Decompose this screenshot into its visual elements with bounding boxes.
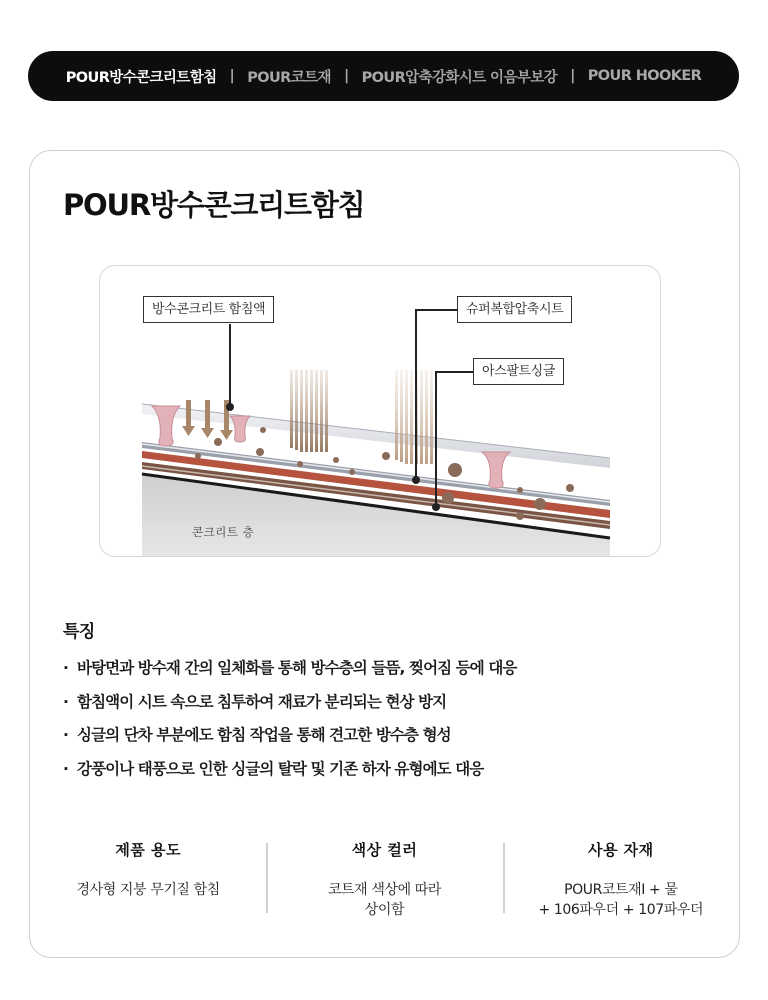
tab-pour-waterproof-concrete[interactable]: POUR방수콘크리트함침 [65, 69, 217, 86]
spec-usage [30, 837, 266, 921]
features-list [63, 656, 517, 790]
spec-value: 경사형 지붕 무기질 함침 [76, 882, 220, 898]
callout-asphalt-shingle: 아스팔트싱글 [473, 358, 564, 385]
spec-value: 코트재 색상에 따라 상이함 [327, 882, 442, 918]
tab-pour-hooker[interactable]: POUR HOOKER [587, 68, 702, 84]
spec-title: 제품 용도 [115, 841, 181, 859]
bullet-dot: · [63, 726, 68, 744]
layer-diagram [99, 265, 661, 557]
tab-pour-compression-sheet[interactable]: POUR압축강화시트 이음부보강 [361, 69, 558, 86]
feature-item: · 강풍이나 태풍으로 인한 싱글의 탈락 및 기존 하자 유형에도 대응 [63, 757, 517, 791]
product-card [29, 150, 740, 958]
spec-color [266, 837, 502, 921]
feature-item: · 함침액이 시트 속으로 침투하여 재료가 분리되는 현상 방지 [63, 690, 517, 724]
spec-value: POUR코트재Ⅰ + 물 + 106파우더 + 107파우더 [538, 882, 704, 918]
tab-separator: | [570, 68, 575, 84]
spec-table [30, 837, 739, 921]
product-title: POUR방수콘크리트함침 [63, 188, 365, 222]
tab-pour-coat[interactable]: POUR코트재 [247, 69, 331, 86]
feature-item: · 싱글의 단차 부분에도 함침 작업을 통해 견고한 방수층 형성 [63, 723, 517, 757]
concrete-layer-label: 콘크리트 층 [192, 525, 255, 539]
spec-title: 사용 자재 [587, 841, 654, 859]
bullet-dot: · [63, 759, 68, 778]
features-title: 특징 [63, 622, 95, 642]
spec-materials [503, 837, 739, 921]
spec-title: 색상 컬러 [351, 841, 418, 859]
callout-impregnant: 방수콘크리트 함침액 [143, 296, 274, 323]
bullet-dot: · [63, 692, 68, 711]
product-tab-bar [28, 51, 739, 101]
callout-composite-sheet: 슈퍼복합압축시트 [457, 296, 572, 323]
tab-separator: | [229, 68, 235, 84]
bullet-dot: · [63, 659, 68, 677]
feature-item: · 바탕면과 방수재 간의 일체화를 통해 방수층의 들뜸, 찢어짐 등에 대응 [63, 656, 517, 690]
tab-separator: | [343, 68, 349, 84]
